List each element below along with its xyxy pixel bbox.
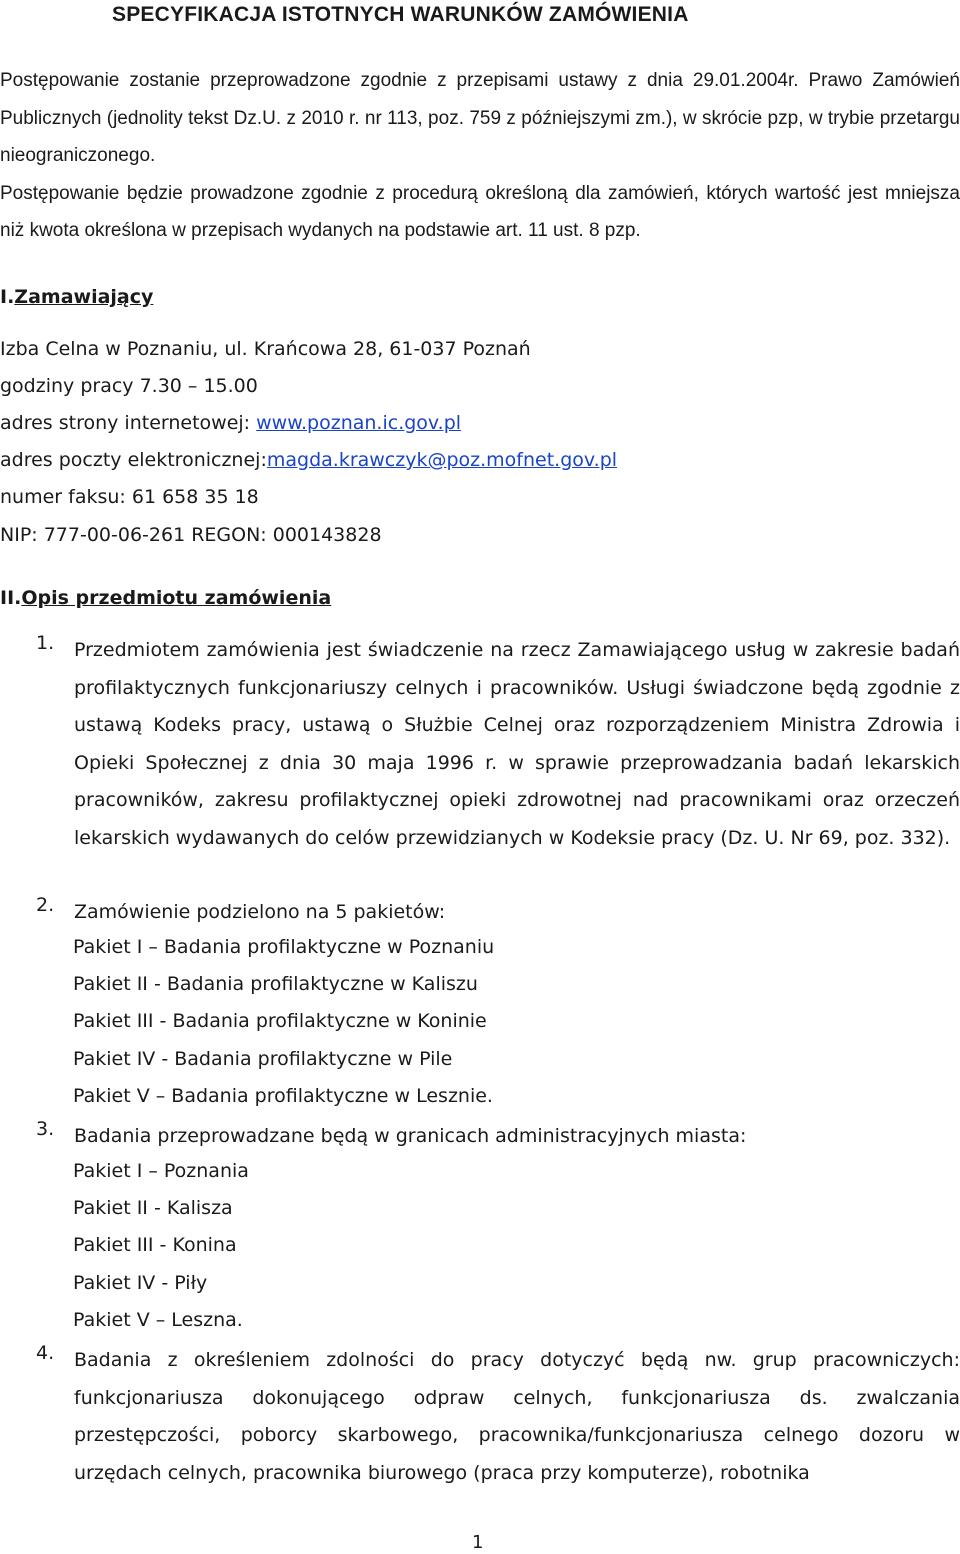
fax-number: numer faksu: 61 658 35 18 <box>0 486 259 508</box>
list-item-number: 3. <box>36 1118 55 1140</box>
section-2-heading <box>0 587 331 609</box>
list-item-2 <box>0 894 960 932</box>
city-item: Pakiet V – Leszna. <box>73 1309 243 1331</box>
page-number: 1 <box>472 1532 484 1553</box>
section-1-number: I. <box>0 286 15 308</box>
city-item: Pakiet I – Poznania <box>73 1160 249 1182</box>
list-item-text: Badania z określeniem zdolności do pracy dotyczyć będą nw. grup pracowniczych: funkcjonariusza dokonującego odpraw celnych, funkcjonariusza ds. zwalczania przestępczości, poborcy skarbowego, pracownika/funkcjonariusza celnego dozoru w urzędach celnych, pracownika biurowego (praca przy komputerze), robotnika <box>74 1349 960 1484</box>
list-item-text: Przedmiotem zamówienia jest świadczenie na rzecz Zamawiającego usług w zakresie badań profilaktycznych funkcjonariuszy celnych i pracowników. Usługi świadczone będą zgodnie z ustawą Kodeks pracy, ustawą o Służbie Celnej oraz rozporządzeniem Ministra Zdrowia i Opieki Społecznej z dnia 30 maja 1996 r. w sprawie przeprowadzania badań lekarskich pracowników, zakresu profilaktycznej opieki zdrowotnej nad pracownikami oraz orzeczeń lekarskich wydawanych do celów przewidzianych w Kodeksie pracy (Dz. U. Nr 69, poz. 332). <box>74 639 960 849</box>
email-label: adres poczty elektronicznej: <box>0 449 267 471</box>
website-label: adres strony internetowej: <box>0 412 257 434</box>
list-item-text: Badania przeprowadzane będą w granicach administracyjnych miasta: <box>74 1125 747 1147</box>
package-item: Pakiet IV - Badania profilaktyczne w Pile <box>73 1048 453 1070</box>
list-item-number: 4. <box>36 1342 55 1364</box>
contracting-authority-address: Izba Celna w Poznaniu, ul. Krańcowa 28, 61-037 Poznań <box>0 338 531 360</box>
package-item: Pakiet V – Badania profilaktyczne w Lesznie. <box>73 1085 493 1107</box>
list-item-4 <box>0 1342 960 1492</box>
city-item: Pakiet II - Kalisza <box>73 1197 233 1219</box>
package-item: Pakiet II - Badania profilaktyczne w Kaliszu <box>73 973 478 995</box>
website-line <box>0 412 461 434</box>
list-item-1 <box>0 632 960 857</box>
list-item-text: Zamówienie podzielono na 5 pakietów: <box>74 901 446 923</box>
office-hours: godziny pracy 7.30 – 15.00 <box>0 375 258 397</box>
section-2-number: II. <box>0 587 22 609</box>
city-item: Pakiet III - Konina <box>73 1234 237 1256</box>
section-1-title: Zamawiający <box>14 286 154 308</box>
list-item-number: 2. <box>36 894 55 916</box>
nip-regon: NIP: 777-00-06-261 REGON: 000143828 <box>0 524 382 546</box>
city-item: Pakiet IV - Piły <box>73 1272 208 1294</box>
intro-paragraph-1: Postępowanie zostanie przeprowadzone zgodnie z przepisami ustawy z dnia 29.01.2004r. Prawo Zamówień Publicznych (jednolity tekst Dz.U. z 2010 r. nr 113, poz. 759 z późniejszymi zm.), w skrócie pzp, w trybie przetargu nieograniczonego. <box>0 70 960 166</box>
intro-paragraph-2: Postępowanie będzie prowadzone zgodnie z procedurą określoną dla zamówień, których wartość jest mniejsza niż kwota określona w przepisach wydanych na podstawie art. 11 ust. 8 pzp. <box>0 182 960 241</box>
package-item: Pakiet I – Badania profilaktyczne w Poznaniu <box>73 936 495 958</box>
intro-text <box>0 62 960 250</box>
email-line <box>0 449 617 471</box>
list-item-3 <box>0 1118 960 1156</box>
list-item-number: 1. <box>36 632 55 654</box>
package-item: Pakiet III - Badania profilaktyczne w Koninie <box>73 1010 487 1032</box>
section-1-heading <box>0 286 153 308</box>
document-title: SPECYFIKACJA ISTOTNYCH WARUNKÓW ZAMÓWIENIA <box>112 3 689 26</box>
website-link[interactable]: www.poznan.ic.gov.pl <box>256 412 462 434</box>
section-2-title: Opis przedmiotu zamówienia <box>21 587 332 609</box>
email-link[interactable]: magda.krawczyk@poz.mofnet.gov.pl <box>266 449 618 471</box>
